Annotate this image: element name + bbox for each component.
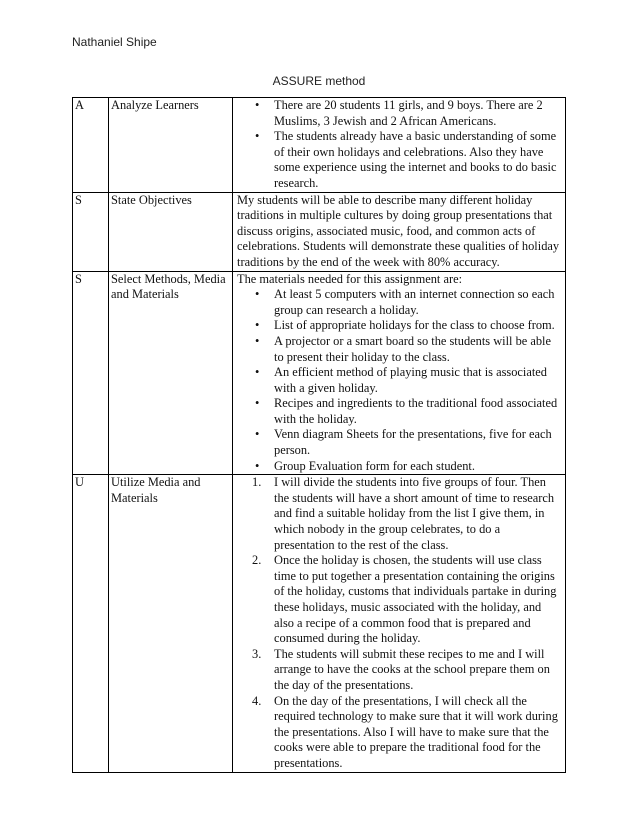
list-item [252, 553, 563, 647]
list-item: • A projector or a smart board so the students will be able to present their holiday to the class. [274, 334, 563, 365]
row-content [233, 98, 566, 193]
list-item [252, 475, 563, 553]
materials-intro: The materials needed for this assignment are: [237, 271, 463, 286]
item-number: 3. [252, 646, 262, 661]
item-text: On the day of the presentations, I will check all the required technology to make sure that it will work during the presentations. Also I will have to make sure that the cooks were able to prepare the traditional food for the presentations. [274, 693, 558, 770]
item-number: 4. [252, 693, 262, 708]
row-content [233, 271, 566, 475]
list-item: • There are 20 students 11 girls, and 9 boys. There are 2 Muslims, 3 Jewish and 2 African Americans. [274, 98, 563, 129]
list-item: • An efficient method of playing music that is associated with a given holiday. [274, 365, 563, 396]
document-title: ASSURE method [272, 74, 366, 88]
row-step: Select Methods, Media and Materials [109, 271, 233, 475]
table-row-objectives [73, 192, 566, 271]
bullet-list [235, 287, 563, 474]
row-letter: S [73, 271, 109, 475]
list-item: • At least 5 computers with an internet connection so each group can research a holiday. [274, 287, 563, 318]
bullet-list [235, 98, 563, 192]
table-row-methods [73, 271, 566, 475]
list-item: • The students already have a basic understanding of some of their own holidays and celebrations. Also they have some experience using the internet and books to do basic research. [274, 129, 563, 191]
item-text: The students will submit these recipes to me and I will arrange to have the cooks at the school prepare them on the day of the presentations. [274, 646, 550, 692]
row-content [233, 192, 566, 271]
list-item [252, 693, 563, 772]
list-item: • Recipes and ingredients to the traditional food associated with the holiday. [274, 396, 563, 427]
item-text: Once the holiday is chosen, the students will use class time to put together a presentation containing the origins of the holiday, customs that individuals partake in during these holidays, music associated with the holiday, and also a recipe of a common food that is prepared and consumed during the holiday. [274, 553, 557, 646]
item-number: 1. [252, 475, 262, 490]
row-step: State Objectives [109, 192, 233, 271]
list-item: • List of appropriate holidays for the class to choose from. [274, 318, 563, 334]
row-step: Utilize Media and Materials [109, 475, 233, 772]
table-row-analyze [73, 98, 566, 193]
author-header: Nathaniel Shipe [72, 35, 157, 49]
row-letter: S [73, 192, 109, 271]
row-step: Analyze Learners [109, 98, 233, 193]
objectives-paragraph: My students will be able to describe many different holiday traditions in multiple cultures by doing group presentations that discuss origins, associated music, food, and common acts of celebrations. Students will demonstrate these qualities of holiday traditions by the end of the week with 80% accuracy. [237, 192, 560, 269]
list-item: • Group Evaluation form for each student. [274, 459, 563, 475]
item-number: 2. [252, 553, 262, 568]
assure-table [72, 97, 566, 773]
row-content [233, 475, 566, 772]
row-letter: U [73, 475, 109, 772]
row-letter: A [73, 98, 109, 193]
list-item: • Venn diagram Sheets for the presentations, five for each person. [274, 427, 563, 458]
item-text: I will divide the students into five groups of four. Then the students will have a short amount of time to research and find a suitable holiday from the list I give them, in which nobody in the group celebrates, to do a presentation to the rest of the class. [274, 475, 555, 552]
list-item [252, 646, 563, 694]
numbered-list [235, 475, 563, 771]
table-row-utilize [73, 475, 566, 772]
